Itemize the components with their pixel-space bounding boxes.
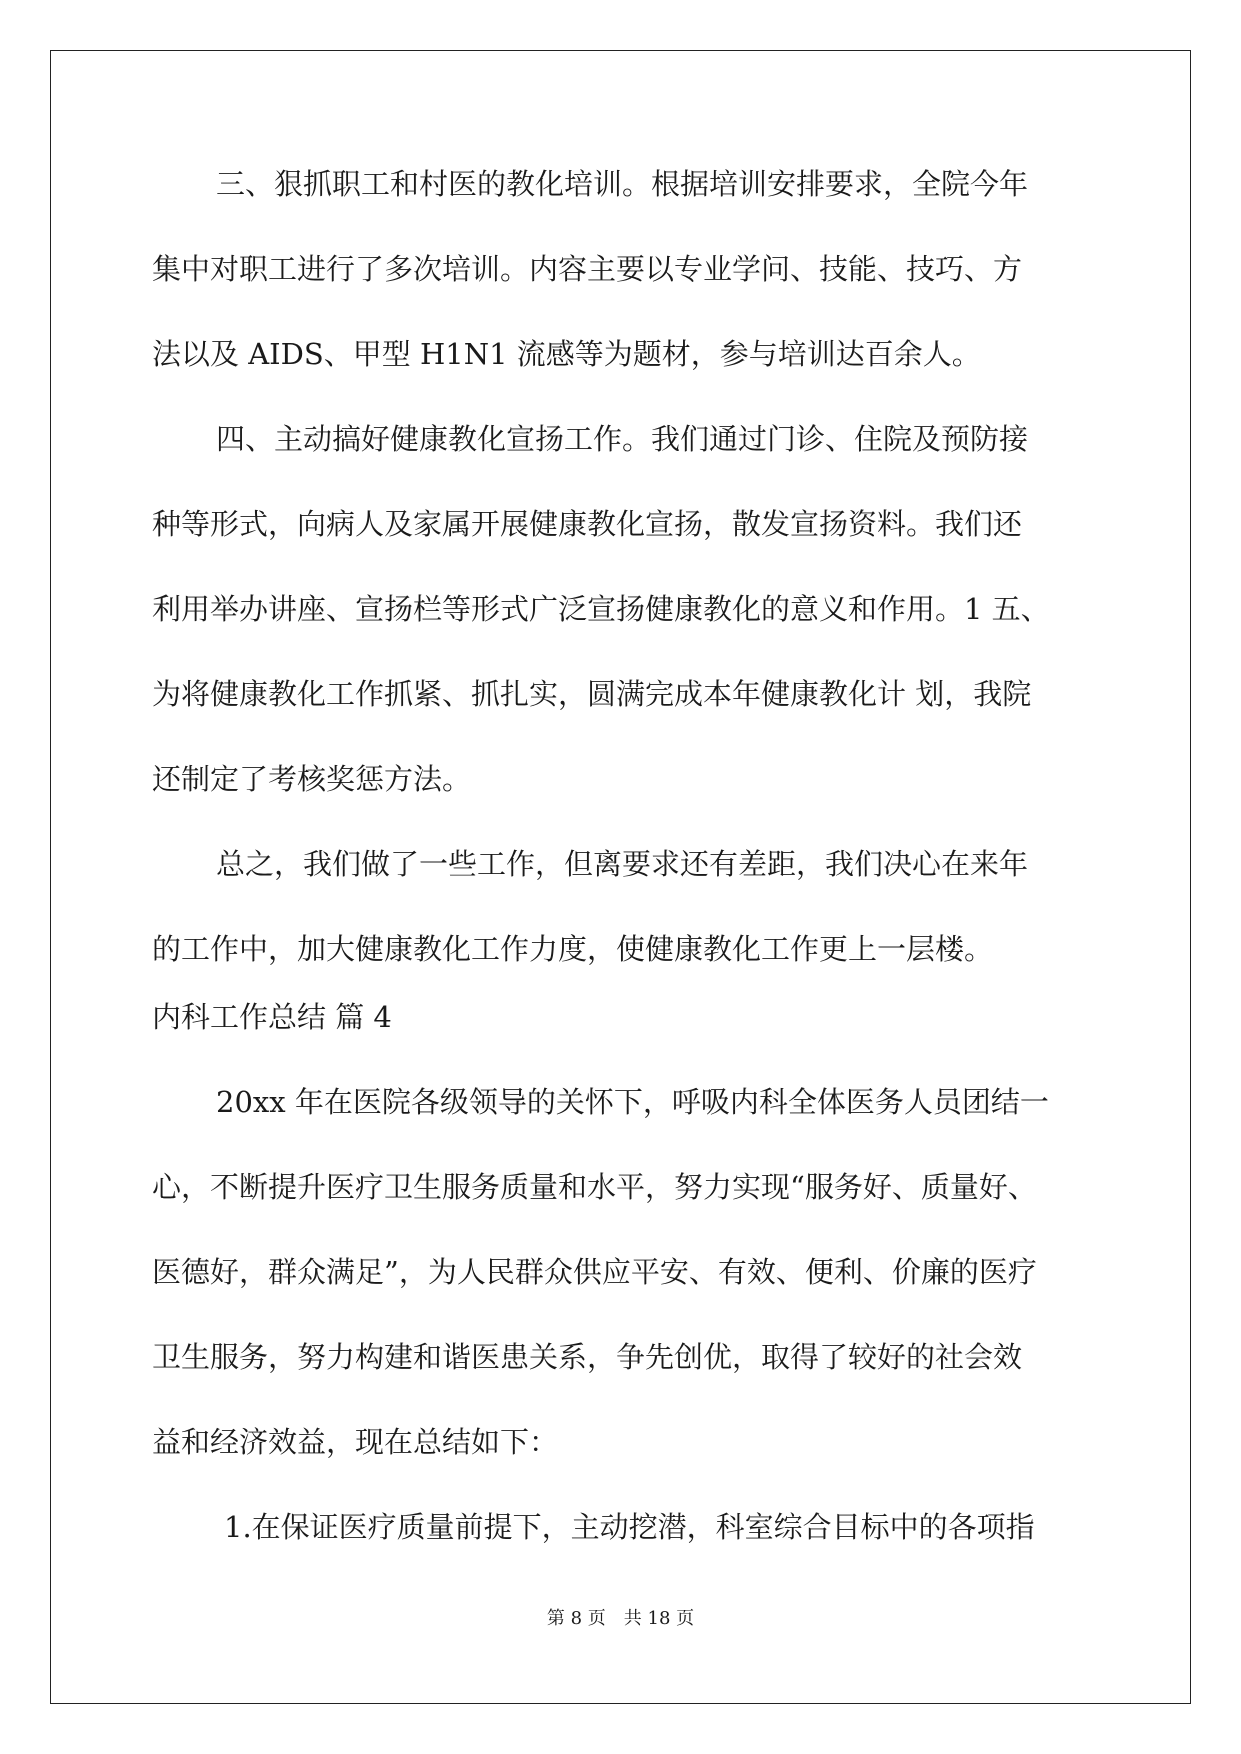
text-line: 20xx 年在医院各级领导的关怀下，呼吸内科全体医务人员团结一 xyxy=(216,1085,1049,1119)
section-heading: 内科工作总结 篇 4 xyxy=(152,1000,392,1034)
document-body xyxy=(152,162,1092,1590)
page-number: 第 8 页 共 18 页 xyxy=(546,1608,695,1629)
text-line: 集中对职工进行了多次培训。内容主要以专业学问、技能、技巧、方 xyxy=(152,252,1023,286)
text-line: 的工作中，加大健康教化工作力度，使健康教化工作更上一层楼。 xyxy=(152,932,994,966)
text-line: 种等形式，向病人及家属开展健康教化宣扬，散发宣扬资料。我们还 xyxy=(152,507,1023,541)
text-line: 还制定了考核奖惩方法。 xyxy=(152,762,472,796)
text-line: 总之，我们做了一些工作，但离要求还有差距，我们决心在来年 xyxy=(216,847,1029,881)
text-line: 利用举办讲座、宣扬栏等形式广泛宣扬健康教化的意义和作用。1 五、 xyxy=(152,592,1050,626)
text-line: 三、狠抓职工和村医的教化培训。根据培训安排要求，全院今年 xyxy=(216,167,1029,201)
text-line: 心，不断提升医疗卫生服务质量和水平，努力实现“服务好、质量好、 xyxy=(152,1170,1037,1204)
text-line: 法以及 AIDS、甲型 H1N1 流感等为题材，参与培训达百余人。 xyxy=(152,337,981,371)
text-line: 四、主动搞好健康教化宣扬工作。我们通过门诊、住院及预防接 xyxy=(216,422,1029,456)
text-line: 卫生服务，努力构建和谐医患关系，争先创优，取得了较好的社会效 xyxy=(152,1340,1023,1374)
text-line: 益和经济效益，现在总结如下： xyxy=(152,1425,559,1459)
text-line: 1.在保证医疗质量前提下，主动挖潜，科室综合目标中的各项指 xyxy=(224,1510,1035,1544)
text-line: 医德好，群众满足”，为人民群众供应平安、有效、便利、价廉的医疗 xyxy=(152,1255,1037,1289)
text-line: 为将健康教化工作抓紧、抓扎实，圆满完成本年健康教化计 划，我院 xyxy=(152,677,1032,711)
